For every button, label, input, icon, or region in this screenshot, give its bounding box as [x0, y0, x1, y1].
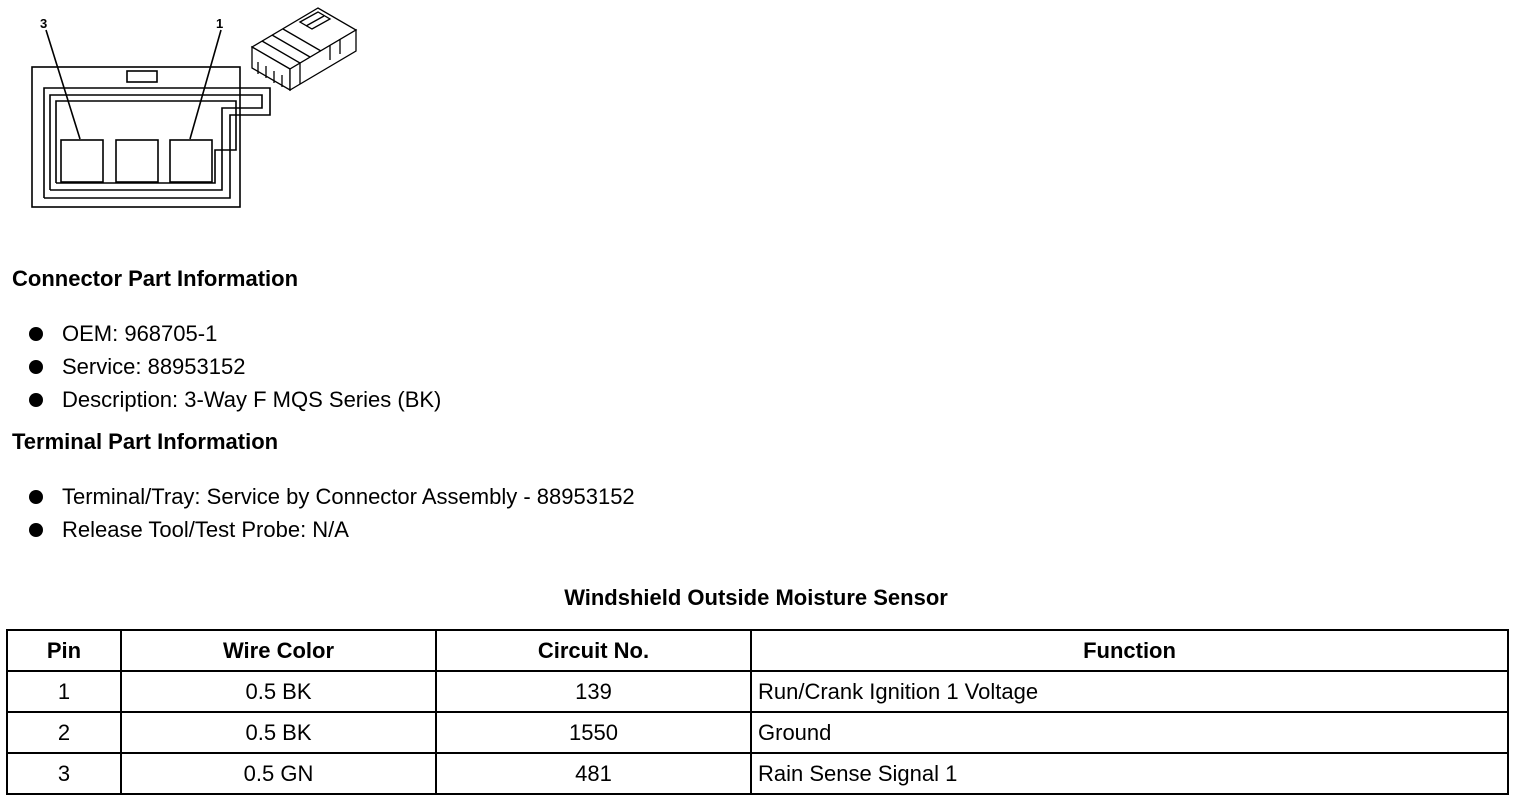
- list-item: Release Tool/Test Probe: N/A: [28, 513, 635, 546]
- terminal-cavity-2: [116, 140, 158, 182]
- cell-circuit-no: 481: [436, 753, 751, 794]
- latch-tab: [127, 71, 157, 82]
- table-title: Windshield Outside Moisture Sensor: [564, 585, 948, 610]
- cell-pin: 1: [7, 671, 121, 712]
- pin-label-3: 3: [40, 16, 48, 31]
- terminal-part-info-heading: Terminal Part Information: [12, 429, 279, 454]
- cell-pin: 2: [7, 712, 121, 753]
- header-wire-color: Wire Color: [121, 630, 436, 671]
- connector-3d-illustration: [252, 8, 356, 90]
- cell-function: Run/Crank Ignition 1 Voltage: [751, 671, 1508, 712]
- table-row: [7, 671, 1508, 712]
- cell-wire-color: 0.5 BK: [121, 671, 436, 712]
- pin-label-1: 1: [216, 16, 224, 31]
- table-row: [7, 753, 1508, 794]
- terminal-part-info-list: [28, 480, 635, 546]
- cell-pin: 3: [7, 753, 121, 794]
- pinout-table: [6, 629, 1509, 795]
- list-item: Service: 88953152: [28, 350, 441, 383]
- cell-circuit-no: 139: [436, 671, 751, 712]
- header-circuit-no: Circuit No.: [436, 630, 751, 671]
- list-item: Description: 3-Way F MQS Series (BK): [28, 383, 441, 416]
- list-item: OEM: 968705-1: [28, 317, 441, 350]
- list-item: Terminal/Tray: Service by Connector Assembly - 88953152: [28, 480, 635, 513]
- connector-part-info-list: [28, 317, 441, 416]
- header-pin: Pin: [7, 630, 121, 671]
- header-function: Function: [751, 630, 1508, 671]
- terminal-cavity-1: [170, 140, 212, 182]
- connector-face-diagram: [0, 0, 380, 215]
- cell-wire-color: 0.5 BK: [121, 712, 436, 753]
- table-header-row: [7, 630, 1508, 671]
- connector-part-info-heading: Connector Part Information: [12, 266, 299, 291]
- cell-function: Rain Sense Signal 1: [751, 753, 1508, 794]
- table-row: [7, 712, 1508, 753]
- cell-wire-color: 0.5 GN: [121, 753, 436, 794]
- terminal-cavity-3: [61, 140, 103, 182]
- cell-circuit-no: 1550: [436, 712, 751, 753]
- cell-function: Ground: [751, 712, 1508, 753]
